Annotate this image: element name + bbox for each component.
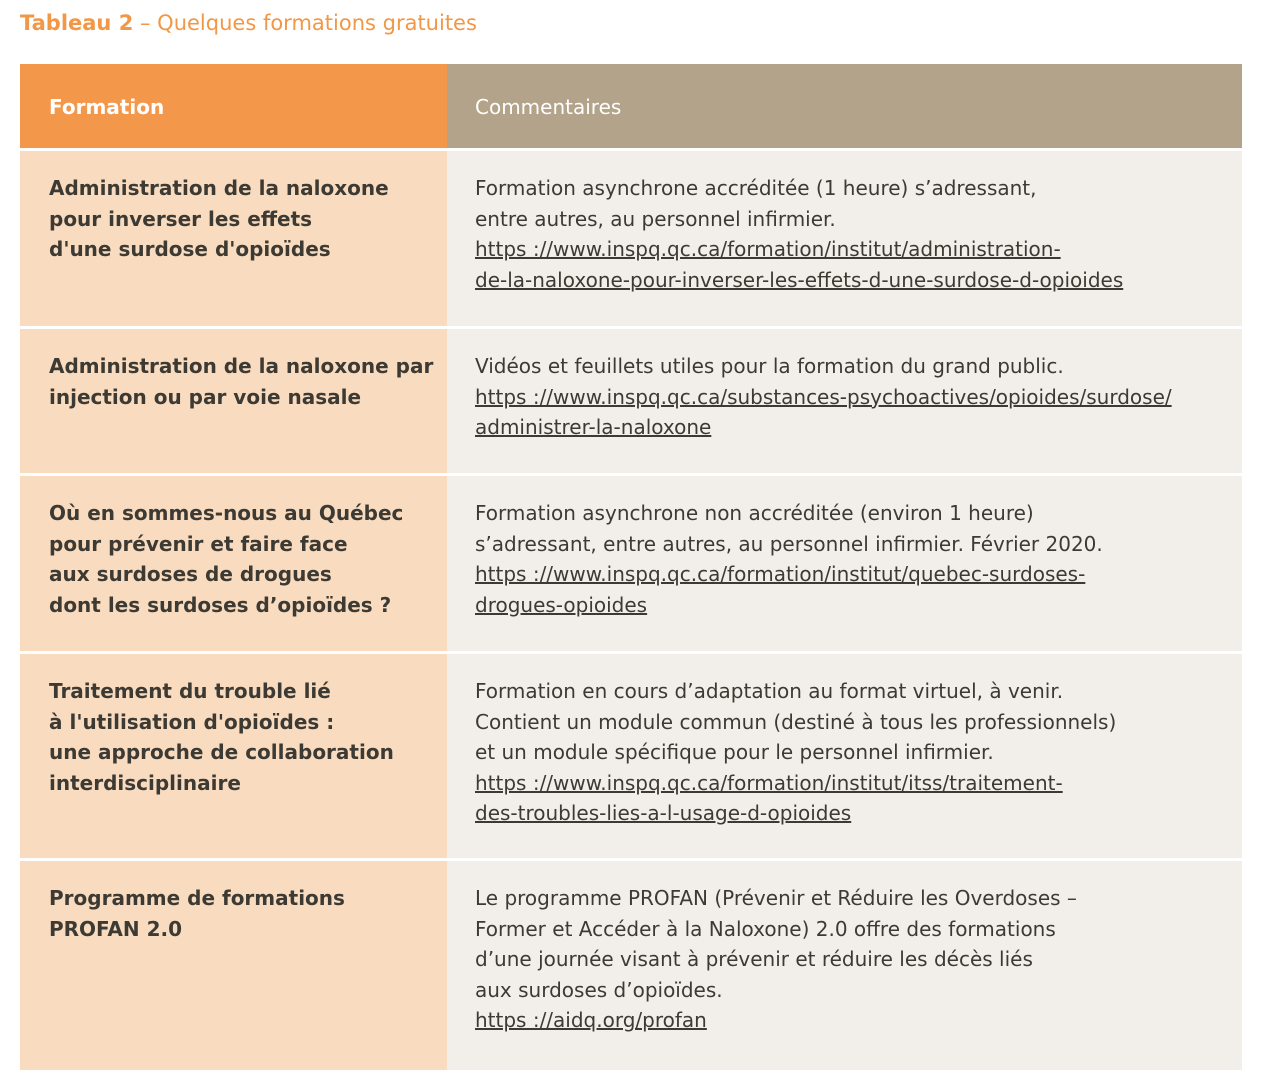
comment-cell	[447, 476, 1242, 651]
table-caption	[20, 9, 477, 37]
formation-cell	[20, 151, 447, 326]
comment-cell	[447, 151, 1242, 326]
caption-separator: –	[133, 11, 158, 35]
caption-label: Tableau 2	[20, 11, 134, 35]
comment-line: d’une journée visant à prévenir et réduire les décès liés	[475, 947, 1033, 971]
formation-line: pour prévenir et faire face	[49, 531, 348, 556]
formation-line: d'une surdose d'opioïdes	[49, 237, 331, 261]
formation-line: aux surdoses de drogues	[49, 562, 332, 586]
formation-line: dont les surdoses d’opioïdes ?	[49, 592, 392, 617]
formation-cell	[20, 861, 447, 1070]
formation-line: interdisciplinaire	[49, 770, 241, 795]
formation-cell	[20, 476, 447, 651]
comment-line: aux surdoses d’opioïdes.	[475, 977, 723, 1002]
formation-line: Administration de la naloxone	[49, 176, 389, 200]
comment-line: Formation en cours d’adaptation au format virtuel, à venir.	[475, 679, 1064, 703]
formation-line: Traitement du trouble lié	[49, 679, 331, 703]
formation-line: Administration de la naloxone par	[49, 354, 434, 378]
table-header-row	[20, 64, 1242, 151]
comment-line: Former et Accéder à la Naloxone) 2.0 offre des formations	[475, 916, 1056, 941]
comment-line: s’adressant, entre autres, au personnel infirmier. Février 2020.	[475, 531, 1103, 556]
comment-line: Formation asynchrone accréditée (1 heure) s’adressant,	[475, 176, 1037, 200]
header-commentaires: Commentaires	[447, 64, 1242, 148]
formation-cell	[20, 654, 447, 858]
formation-link[interactable]: https ://aidq.org/profan	[475, 1008, 707, 1032]
formation-line: injection ou par voie nasale	[49, 384, 362, 409]
comment-line: et un module spécifique pour le personnel infirmier.	[475, 740, 994, 764]
comment-line: Vidéos et feuillets utiles pour la formation du grand public.	[475, 354, 1064, 378]
comment-line: Contient un module commun (destiné à tous les professionnels)	[475, 709, 1117, 734]
table-row	[20, 151, 1242, 329]
table-row	[20, 654, 1242, 861]
formation-link[interactable]: https ://www.inspq.qc.ca/formation/institut/itss/traitement- des-troubles-lies-a-l-usage-d-opioides	[475, 770, 1063, 825]
comment-line: Formation asynchrone non accréditée (environ 1 heure)	[475, 501, 1034, 525]
comment-cell	[447, 329, 1242, 473]
caption-title: Quelques formations gratuites	[157, 11, 477, 35]
formation-link[interactable]: https ://www.inspq.qc.ca/formation/institut/quebec-surdoses- drogues-opioides	[475, 562, 1086, 617]
comment-line: Le programme PROFAN (Prévenir et Réduire les Overdoses –	[475, 886, 1077, 910]
comment-cell	[447, 654, 1242, 858]
formation-line: PROFAN 2.0	[49, 916, 183, 941]
comment-line: entre autres, au personnel infirmier.	[475, 206, 836, 231]
formation-line: Programme de formations	[49, 886, 345, 910]
formation-line: une approche de collaboration	[49, 740, 394, 764]
formation-line: à l'utilisation d'opioïdes :	[49, 709, 335, 734]
formation-line: Où en sommes-nous au Québec	[49, 501, 404, 525]
formations-table	[20, 64, 1242, 1070]
table-row	[20, 476, 1242, 654]
table-row	[20, 329, 1242, 476]
formation-link[interactable]: https ://www.inspq.qc.ca/formation/institut/administration- de-la-naloxone-pour-inverser-les-effets-d-une-surdose-d-opioides	[475, 237, 1124, 292]
formation-link[interactable]: https ://www.inspq.qc.ca/substances-psychoactives/opioides/surdose/ administrer-la-naloxone	[475, 384, 1172, 439]
formation-cell	[20, 329, 447, 473]
formation-line: pour inverser les effets	[49, 206, 313, 231]
comment-cell	[447, 861, 1242, 1070]
header-formation: Formation	[20, 64, 447, 148]
table-row	[20, 861, 1242, 1070]
